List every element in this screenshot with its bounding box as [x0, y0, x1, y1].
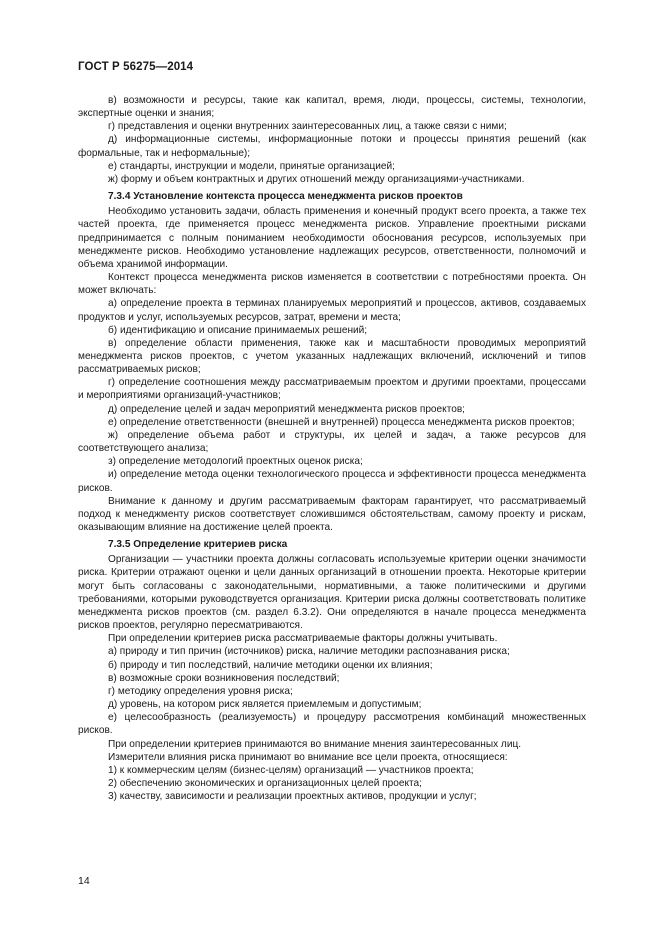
list-item: д) уровень, на котором риск является приемлемым и допустимым; — [108, 699, 422, 711]
paragraph: Измерители влияния риска принимают во внимание все цели проекта, относящиеся: — [108, 751, 508, 763]
paragraph: Внимание к данному и другим рассматриваемым факторам гарантирует, что рассматриваемый подход к менеджменту рисков соответствует сложившимся обстоятельствам, самому проекту и рискам, оказывающим влияние на достижение целей проекта. — [78, 495, 586, 533]
list-item: д) информационные системы, информационные потоки и процессы принятия решений (как формальные, так и неформальные); — [78, 134, 586, 159]
page-number: 14 — [78, 875, 90, 887]
document-code-header: ГОСТ Р 56275—2014 — [78, 61, 194, 73]
list-item: 2) обеспечению экономических и организационных целей проекта; — [108, 777, 422, 789]
list-item: е) целесообразность (реализуемость) и процедуру рассмотрения комбинаций множественных рисков. — [78, 712, 586, 737]
list-item: г) определение соотношения между рассматриваемым проектом и другими проектами, процессами и мероприятиями организаций-участников; — [78, 377, 586, 402]
paragraph: При определении критериев риска рассматриваемые факторы должны учитывать. — [108, 633, 498, 645]
list-item: и) определение метода оценки технологического процесса и эффективности процесса менеджмента рисков. — [78, 469, 586, 494]
list-item: е) определение ответственности (внешней и внутренней) процесса менеджмента рисков проектов; — [108, 416, 575, 428]
list-item: 1) к коммерческим целям (бизнес-целям) организаций — участников проекта; — [108, 764, 474, 776]
list-item: в) возможные сроки возникновения последствий; — [108, 672, 340, 684]
list-item: е) стандарты, инструкции и модели, принятые организацией; — [108, 160, 395, 172]
paragraph: Контекст процесса менеджмента рисков изменяется в соответствии с потребностями проекта. Он может включать: — [78, 272, 586, 297]
list-item: а) природу и тип причин (источников) риска, наличие методики распознавания риска; — [108, 646, 510, 658]
list-item: з) определение методологий проектных оценок риска; — [108, 456, 363, 468]
paragraph: Необходимо установить задачи, область применения и конечный продукт всего проекта, а также тех частей проекта, где применяется процесс менеджмента рисков. Управление проектными рисками предпринимается с полным пониманием необходимости обоснования ресурсов, используемых при менеджменте рисков. Необходимо установление надлежащих ресурсов, ответственности, полномочий и объема хранимой информации. — [78, 206, 586, 270]
list-item: г) методику определения уровня риска; — [108, 685, 293, 697]
list-item: ж) форму и объем контрактных и других отношений между организациями-участниками. — [108, 173, 525, 185]
list-item: д) определение целей и задач мероприятий менеджмента рисков проектов; — [108, 403, 465, 415]
list-item: 3) качеству, зависимости и реализации проектных активов, продукции и услуг; — [108, 791, 477, 803]
section-heading-7-3-5: 7.3.5 Определение критериев риска — [108, 539, 288, 551]
list-item: б) природу и тип последствий, наличие методики оценки их влияния; — [108, 659, 433, 671]
paragraph: При определении критериев принимаются во внимание мнения заинтересованных лиц. — [108, 738, 522, 750]
list-item: г) представления и оценки внутренних заинтересованных лиц, а также связи с ними; — [108, 121, 507, 133]
document-body — [78, 94, 586, 803]
list-item: в) возможности и ресурсы, такие как капитал, время, люди, процессы, системы, технологии, экспертные оценки и знания; — [78, 95, 586, 120]
section-heading-7-3-4: 7.3.4 Установление контекста процесса менеджмента рисков проектов — [108, 191, 463, 203]
paragraph: Организации — участники проекта должны согласовать используемые критерии оценки значимости риска. Критерии отражают оценки и цели данных организаций в отношении проекта. Некоторые критерии могут быть согласованы с законодательными, нормативными, а также политическими и другими требованиями, которыми руководствуется организация. Критерии риска должны соответствовать политике менеджмента рисков проектов (см. раздел 6.3.2). Они определяются в начале процесса менеджмента рисков проектов, регулярно пересматриваются. — [78, 554, 586, 632]
list-item: а) определение проекта в терминах планируемых мероприятий и процессов, активов, создаваемых продуктов и услуг, используемых ресурсов, затрат, времени и места; — [78, 298, 586, 323]
list-item: в) определение области применения, также как и масштабности проводимых мероприятий менеджмента рисков проектов, с учетом указанных надлежащих включений, исключений и типов рассматриваемых рисков; — [78, 337, 586, 376]
list-item: б) идентификацию и описание принимаемых решений; — [108, 324, 368, 336]
list-item: ж) определение объема работ и структуры, их целей и задач, а также ресурсов для соответствующего анализа; — [78, 429, 586, 455]
